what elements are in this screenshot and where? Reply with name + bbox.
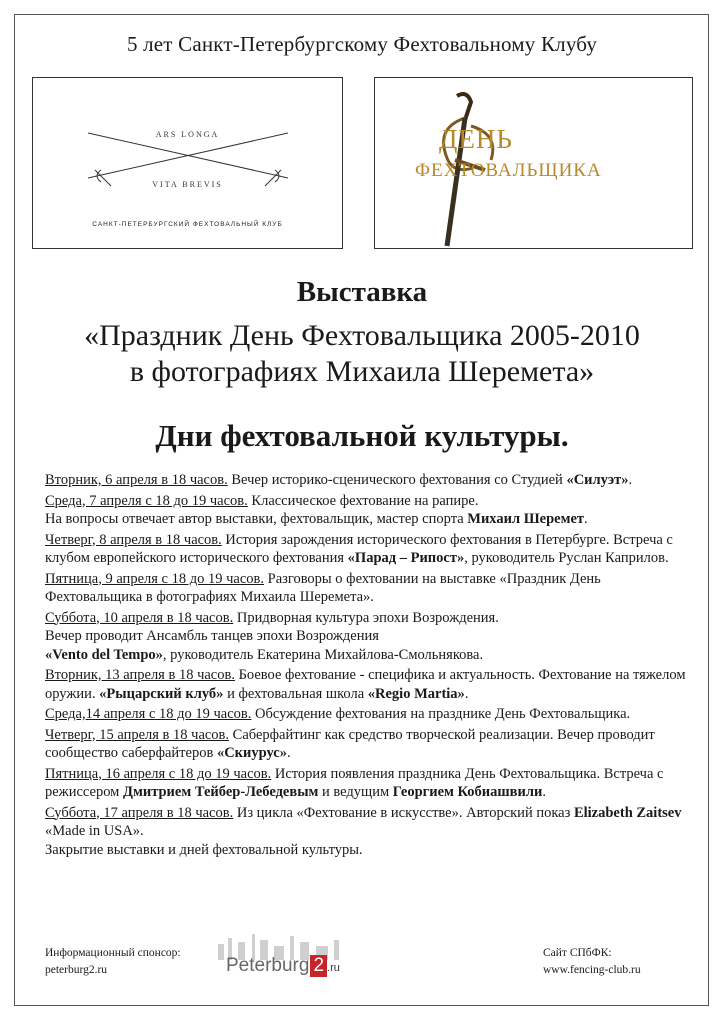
event-text: История зарождения исторического фехтования в Петербурге. Встреча с клубом европейского исторического фехтования <box>45 531 673 566</box>
event-text: Из цикла «Фехтование в искусстве». Авторский показ <box>233 804 574 821</box>
club-site-url[interactable]: www.fencing-club.ru <box>543 964 641 976</box>
peterburg2-word: Peterburg <box>226 955 310 976</box>
event-item <box>45 804 695 860</box>
event-item <box>45 471 695 490</box>
event-text: . <box>464 685 469 702</box>
logo-club-name: САНКТ-ПЕТЕРБУРГСКИЙ ФЕХТОВАЛЬНЫЙ КЛУБ <box>92 221 283 228</box>
event-item <box>45 609 695 665</box>
event-highlight: Георгием Кобиашвили <box>392 784 543 800</box>
event-text: . <box>628 472 633 488</box>
sponsor-block <box>45 945 181 979</box>
event-text: Придворная культура эпохи Возрождения. <box>233 609 499 626</box>
culture-days-heading: Дни фехтовальной культуры. <box>155 418 569 453</box>
peterburg2-wordmark <box>226 955 340 977</box>
event-date: Среда, 7 апреля с 18 до 19 часов. <box>45 492 248 509</box>
event-text: «Made in USA». <box>45 823 144 839</box>
event-text: Саберфайтинг как средство творческой реализации. Вечер проводит сообщество саберфайтеров <box>45 726 655 761</box>
event-item <box>45 492 695 529</box>
event-text: и фехтовальная школа <box>223 685 368 702</box>
logo-motto-top: ARS LONGA <box>155 130 220 139</box>
club-site-label: Сайт СПбФК: <box>543 947 612 959</box>
event-text: Боевое фехтование - специфика и актуальность. Фехтование на тяжелом оружии. <box>45 667 686 702</box>
event-highlight: «Regio Martia» <box>367 685 465 702</box>
peterburg2-tld: .ru <box>327 962 340 974</box>
event-highlight: «Силуэт» <box>566 472 629 488</box>
event-date: Пятница, 9 апреля с 18 до 19 часов. <box>45 570 264 587</box>
event-date: Суббота, 10 апреля в 18 часов. <box>45 609 234 626</box>
event-highlight: «Скиурус» <box>216 745 287 761</box>
event-item <box>45 726 695 763</box>
event-text: На вопросы отвечает автор выставки, фехтовальщик, мастер спорта <box>45 511 468 527</box>
event-highlight: «Рыцарский клуб» <box>99 685 224 702</box>
event-text: Вечер историко-сценического фехтования со Студией <box>227 472 567 488</box>
sponsor-label: Информационный спонсор: <box>45 947 181 959</box>
event-date: Вторник, 6 апреля в 18 часов. <box>45 472 228 488</box>
exhibition-title <box>0 318 724 390</box>
fencer-day-logo <box>374 77 693 249</box>
event-highlight: Elizabeth Zaitsev <box>573 804 682 821</box>
peterburg2-logo <box>208 930 378 980</box>
event-date: Вторник, 13 апреля в 18 часов. <box>45 667 235 683</box>
page-header-title: 5 лет Санкт-Петербургскому Фехтовальному Клубу <box>126 32 598 56</box>
event-text: и ведущим <box>318 784 393 800</box>
event-text: Классическое фехтование на рапире. <box>247 492 479 509</box>
event-text: Обсуждение фехтования на празднике День Фехтовальщика. <box>251 706 631 722</box>
event-text: История появления праздника День Фехтовальщика. Встреча с режиссером <box>45 765 664 800</box>
sponsor-site: peterburg2.ru <box>45 964 108 976</box>
event-item <box>45 531 695 568</box>
event-text: , руководитель Екатерина Михайлова-Смольнякова. <box>162 646 484 663</box>
club-site-block <box>543 945 641 979</box>
event-date: Суббота, 17 апреля в 18 часов. <box>45 804 234 821</box>
event-highlight: Михаил Шеремет <box>467 511 585 527</box>
event-date: Среда,14 апреля с 18 до 19 часов. <box>45 706 252 722</box>
event-text: Разговоры о фехтовании на выставке «Праздник День Фехтовальщика в фотографиях Михаила Шеремета». <box>45 570 601 605</box>
exhibition-label: Выставка <box>296 276 428 308</box>
event-item <box>45 705 695 724</box>
event-text: . <box>286 745 291 761</box>
club-logo <box>32 77 343 249</box>
logo-line-den: ДЕНЬ <box>439 124 513 154</box>
event-highlight: «Vento del Tempo» <box>45 646 163 663</box>
event-date: Четверг, 8 апреля в 18 часов. <box>45 531 222 548</box>
event-item <box>45 765 695 802</box>
event-text: Закрытие выставки и дней фехтовальной культуры. <box>45 841 363 858</box>
event-text: Вечер проводит Ансамбль танцев эпохи Возрождения <box>45 628 379 644</box>
event-item <box>45 570 695 607</box>
exhibition-title-line2: в фотографиях Михаила Шеремета» <box>129 355 595 388</box>
exhibition-title-line1: «Праздник День Фехтовальщика 2005-2010 <box>84 319 640 352</box>
event-item <box>45 666 695 703</box>
event-highlight: Дмитрием Тейбер-Лебедевым <box>122 784 319 800</box>
peterburg2-number: 2 <box>310 955 327 977</box>
event-date: Пятница, 16 апреля с 18 до 19 часов. <box>45 765 272 782</box>
event-highlight: «Парад – Рипост» <box>347 550 465 566</box>
event-text: . <box>542 784 546 800</box>
events-list <box>45 471 695 861</box>
event-text: . <box>584 511 588 527</box>
logo-line-fekhtovalshchika: ФЕХТОВАЛЬЩИКА <box>415 160 602 181</box>
logo-motto-bottom: VITA BREVIS <box>152 180 223 189</box>
event-text: , руководитель Руслан Каприлов. <box>464 550 669 566</box>
event-date: Четверг, 15 апреля в 18 часов. <box>45 726 230 743</box>
